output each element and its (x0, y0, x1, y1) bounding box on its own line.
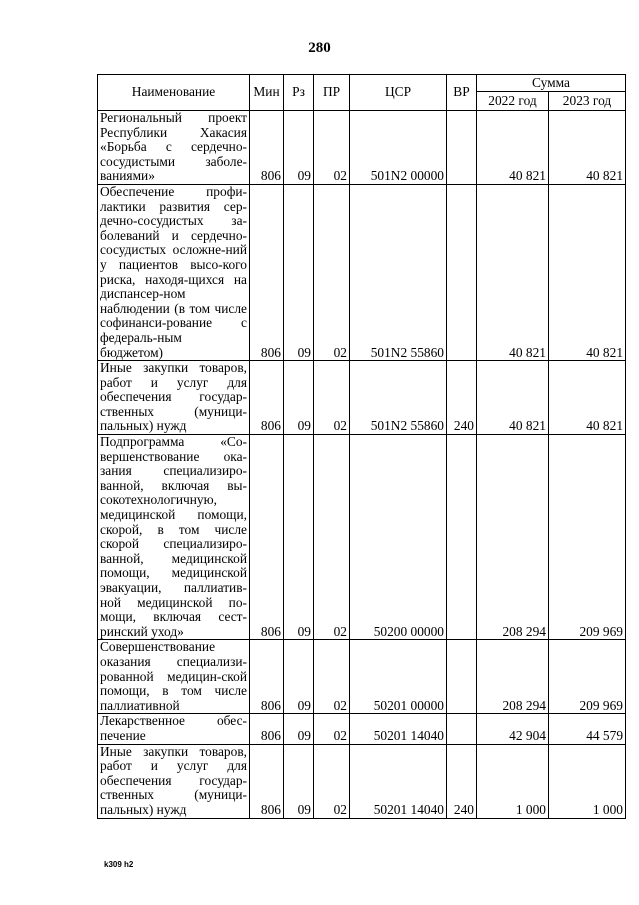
row-csr: 50201 00000 (350, 640, 447, 714)
table-row (98, 435, 626, 640)
row-name: Совершенствование оказания специализи-рованной медицин-ской помощи, в том числе паллиативной (98, 640, 250, 714)
row-name: Подпрограмма «Со-вершенствование ока-зания специализиро-ванной, включая вы-сокотехнологичную, медицинской помощи, скорой, в том числе скорой специализиро-ванной, медицинской помощи, медицинской эвакуации, паллиатив-ной медицинской по-мощи, включая сест-ринский уход» (98, 435, 250, 640)
row-rz: 09 (284, 111, 314, 185)
header-pr: ПР (314, 75, 350, 111)
row-rz: 09 (284, 714, 314, 744)
row-sum-2022: 42 904 (477, 714, 549, 744)
row-sum-2023: 1 000 (549, 744, 626, 818)
table-row (98, 640, 626, 714)
row-min: 806 (250, 744, 284, 818)
table-row (98, 184, 626, 360)
row-name: Иные закупки товаров, работ и услуг для обеспечения государ-ственных (муници-пальных) нужд (98, 744, 250, 818)
header-rz: Рз (284, 75, 314, 111)
row-sum-2022: 208 294 (477, 435, 549, 640)
row-sum-2022: 40 821 (477, 184, 549, 360)
row-name: Иные закупки товаров, работ и услуг для обеспечения государ-ственных (муници-пальных) нужд (98, 361, 250, 435)
row-sum-2022: 1 000 (477, 744, 549, 818)
row-min: 806 (250, 361, 284, 435)
row-pr: 02 (314, 435, 350, 640)
row-pr: 02 (314, 640, 350, 714)
table-row (98, 714, 626, 744)
row-min: 806 (250, 640, 284, 714)
row-pr: 02 (314, 744, 350, 818)
row-pr: 02 (314, 361, 350, 435)
row-sum-2022: 40 821 (477, 111, 549, 185)
row-sum-2023: 40 821 (549, 361, 626, 435)
row-min: 806 (250, 435, 284, 640)
row-rz: 09 (284, 744, 314, 818)
row-vr (447, 111, 477, 185)
row-rz: 09 (284, 184, 314, 360)
row-rz: 09 (284, 361, 314, 435)
row-pr: 02 (314, 714, 350, 744)
row-sum-2023: 209 969 (549, 640, 626, 714)
row-csr: 50201 14040 (350, 744, 447, 818)
row-vr (447, 714, 477, 744)
row-vr: 240 (447, 361, 477, 435)
row-pr: 02 (314, 111, 350, 185)
header-name: Наименование (98, 75, 250, 111)
row-pr: 02 (314, 184, 350, 360)
row-sum-2022: 40 821 (477, 361, 549, 435)
row-csr: 501N2 55860 (350, 361, 447, 435)
header-min: Мин (250, 75, 284, 111)
row-vr: 240 (447, 744, 477, 818)
row-min: 806 (250, 714, 284, 744)
footer-code: k309 h2 (104, 860, 134, 869)
row-name: Обеспечение профи-лактики развития сер-дечно-сосудистых за-болеваний и сердечно-сосудистых осложне-ний у пациентов высо-кого риска, находя-щихся на диспансер-ном наблюдении (в том числе софинанси-рование с федераль-ным бюджетом) (98, 184, 250, 360)
row-vr (447, 435, 477, 640)
row-sum-2023: 209 969 (549, 435, 626, 640)
row-csr: 501N2 55860 (350, 184, 447, 360)
header-year-2022: 2022 год (477, 92, 549, 111)
table-row (98, 111, 626, 185)
row-name: Лекарственное обес-печение (98, 714, 250, 744)
row-name: Региональный проект Республики Хакасия «Борьба с сердечно-сосудистыми заболе-ваниями» (98, 111, 250, 185)
row-min: 806 (250, 111, 284, 185)
row-csr: 501N2 00000 (350, 111, 447, 185)
row-rz: 09 (284, 640, 314, 714)
header-sum: Сумма (477, 75, 626, 92)
row-vr (447, 640, 477, 714)
table-row (98, 361, 626, 435)
budget-table (97, 74, 626, 819)
row-min: 806 (250, 184, 284, 360)
table-row (98, 744, 626, 818)
header-year-2023: 2023 год (549, 92, 626, 111)
row-sum-2022: 208 294 (477, 640, 549, 714)
header-vr: ВР (447, 75, 477, 111)
row-csr: 50200 00000 (350, 435, 447, 640)
row-sum-2023: 44 579 (549, 714, 626, 744)
row-sum-2023: 40 821 (549, 111, 626, 185)
row-csr: 50201 14040 (350, 714, 447, 744)
row-sum-2023: 40 821 (549, 184, 626, 360)
header-csr: ЦСР (350, 75, 447, 111)
row-vr (447, 184, 477, 360)
row-rz: 09 (284, 435, 314, 640)
page-number: 280 (308, 40, 331, 56)
